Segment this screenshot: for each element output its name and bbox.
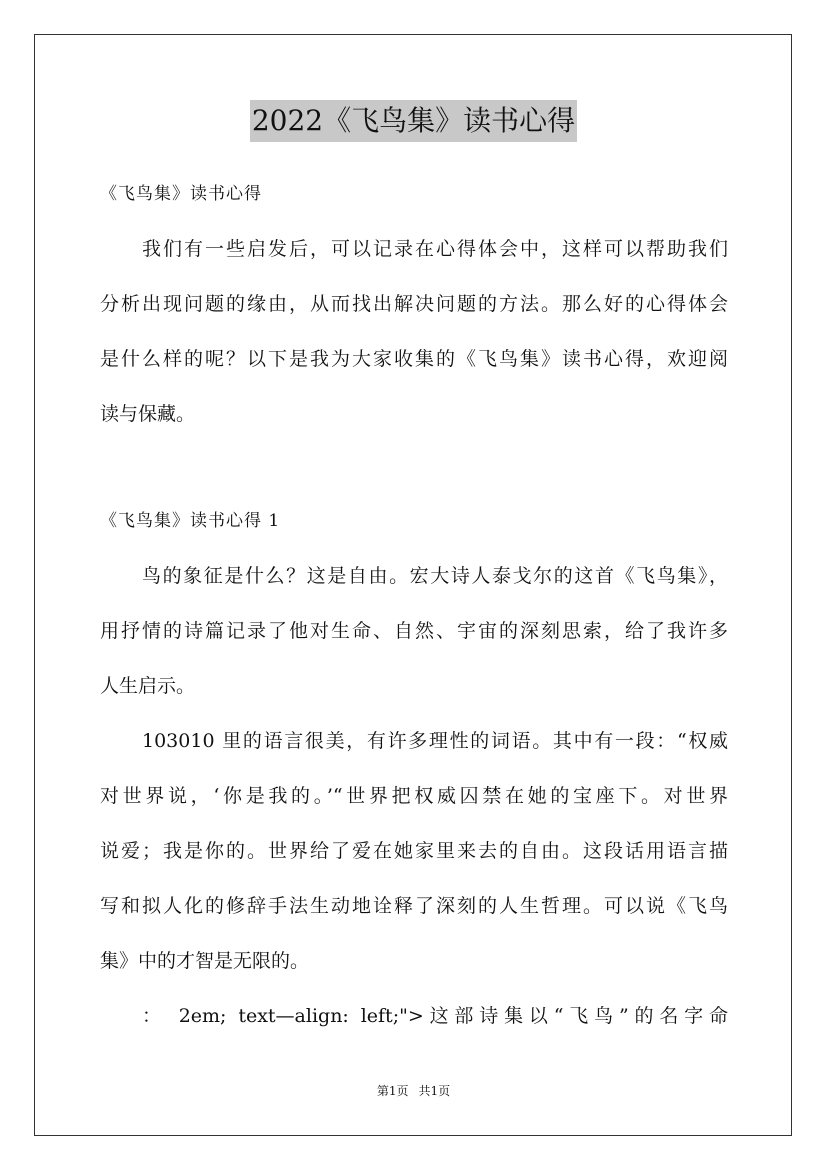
intro-line-1: 我们有一些启发后，可以记录在心得体会中，这样可以帮助我们: [142, 238, 728, 260]
section-heading-1: 《飞鸟集》读书心得 1: [100, 511, 281, 531]
para2-line-4: 写和拟人化的修辞手法生动地诠释了深刻的人生哲理。可以说《飞鸟: [100, 895, 728, 917]
document-title: 2022《飞鸟集》读书心得: [250, 100, 577, 142]
para1-line-1: 鸟的象征是什么？这是自由。宏大诗人泰戈尔的这首《飞鸟集》，: [142, 565, 728, 587]
para2-line-3: 说爱；我是你的。世界给了爱在她家里来去的自由。这段话用语言描: [100, 840, 728, 862]
para2-line-5: 集》中的才智是无限的。: [100, 950, 310, 972]
intro-line-2: 分析出现问题的缘由，从而找出解决问题的方法。那么好的心得体会: [100, 293, 728, 315]
para2-line-1: 103010 里的语言很美，有许多理性的词语。其中有一段：“权威: [142, 730, 728, 752]
document-body: [100, 172, 728, 1049]
page-total: 共1页: [418, 1084, 451, 1098]
page-number: 第1页: [376, 1084, 409, 1098]
para3-line-1: ： 2em; text—align: left;">这部诗集以“飞鸟”的名字命: [142, 1005, 728, 1027]
para1-line-2: 用抒情的诗篇记录了他对生命、自然、宇宙的深刻思索，给了我许多: [100, 620, 728, 642]
page-footer: [0, 1082, 827, 1099]
para1-line-3: 人生启示。: [100, 675, 196, 697]
intro-line-4: 读与保藏。: [100, 403, 196, 425]
para2-line-2: 对世界说，‘你是我的。’“世界把权威囚禁在她的宝座下。对世界: [100, 785, 728, 807]
intro-line-3: 是什么样的呢？以下是我为大家收集的《飞鸟集》读书心得，欢迎阅: [100, 348, 728, 370]
paragraph-gap: [100, 447, 728, 499]
section-heading: 《飞鸟集》读书心得: [100, 184, 262, 204]
document-title-block: [0, 100, 827, 142]
